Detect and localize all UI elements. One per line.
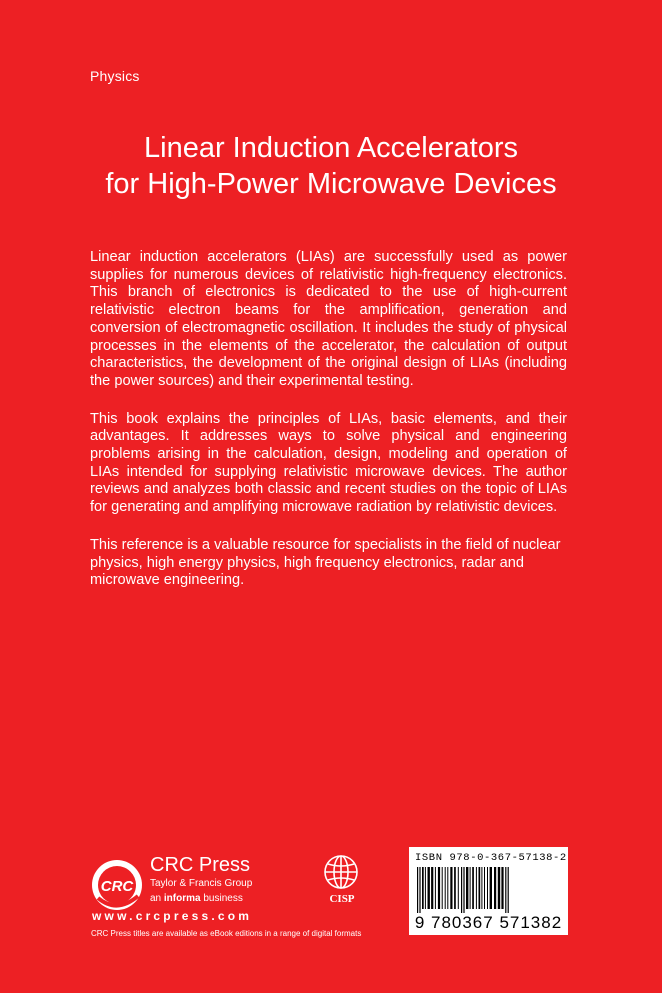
svg-text:CRC: CRC <box>100 878 134 895</box>
barcode-bar <box>458 867 459 909</box>
barcode-bar <box>476 867 477 909</box>
barcode-bars <box>415 867 562 913</box>
barcode-bar <box>470 867 471 909</box>
book-title <box>0 130 662 202</box>
barcode-bar <box>508 867 509 913</box>
barcode-bar <box>461 867 462 913</box>
barcode-bar <box>431 867 433 909</box>
business-suffix: business <box>200 893 243 904</box>
title-line-1: Linear Induction Accelerators <box>144 132 518 164</box>
barcode-bar <box>419 867 420 913</box>
publisher-name: CRC Press <box>150 854 251 876</box>
cisp-label: CISP <box>329 893 355 905</box>
barcode-bar <box>481 867 482 909</box>
book-description <box>90 249 567 610</box>
barcode-bar <box>438 867 440 909</box>
barcode-bar <box>428 867 430 909</box>
business-bold: informa <box>163 893 201 904</box>
barcode-bar <box>484 867 485 909</box>
barcode-bar <box>505 867 506 913</box>
barcode-bar <box>463 867 464 913</box>
ebook-note: CRC Press titles are available as eBook editions in a range of digital formats <box>91 929 362 938</box>
publisher-group: Taylor & Francis Group <box>150 878 253 889</box>
barcode-bar <box>417 867 418 913</box>
barcode-bar <box>445 867 446 909</box>
publisher-url[interactable]: www.crcpress.com <box>92 909 253 923</box>
barcode-bar <box>466 867 468 909</box>
barcode-bar <box>487 867 488 909</box>
category-label: Physics <box>90 68 140 84</box>
barcode-bar <box>498 867 500 909</box>
publisher-business <box>150 893 243 905</box>
title-line-2: for High-Power Microwave Devices <box>105 168 557 200</box>
description-paragraph-3: This reference is a valuable resource for specialists in the field of nuclear physics, high energy physics, high frequency electronics, radar and microwave engineering. <box>90 536 561 589</box>
barcode-bar <box>490 867 492 909</box>
description-paragraph-2: This book explains the principles of LIAs, basic elements, and their advantages. It addresses ways to solve physical and engineering problems arising in the calculation, design, modeling and operation of LIAs intended for supplying relativistic microwave devices. The author reviews and analyzes both classic and recent studies on the topic of LIAs for generating and amplifying microwave radiation by relativistic devices. <box>90 410 567 516</box>
barcode-bar <box>447 867 448 909</box>
isbn-barcode <box>409 847 568 935</box>
barcode-bar <box>442 867 443 909</box>
isbn-text: ISBN 978-0-367-57138-2 <box>415 852 567 864</box>
barcode-digits: 9 780367 571382 <box>414 913 563 932</box>
barcode-bar <box>479 867 481 909</box>
cisp-globe-icon <box>323 854 359 890</box>
barcode-bar <box>454 867 456 909</box>
barcode-bar <box>501 867 503 909</box>
barcode-bar <box>425 867 426 909</box>
description-paragraph-1: Linear induction accelerators (LIAs) are successfully used as power supplies for numerous devices of relativistic high-frequency electronics. This branch of electronics is dedicated to the use of high-current relativistic electron beams for the amplification, generation and conversion of electromagnetic oscillation. It includes the study of physical processes in the elements of the accelerator, the calculation of output characteristics, the development of the original design of LIAs (including the power sources) and their experimental testing. <box>90 249 567 389</box>
crc-press-logo-icon <box>90 858 144 912</box>
business-prefix: an <box>150 893 164 904</box>
barcode-bar <box>494 867 496 909</box>
barcode-bar <box>422 867 424 909</box>
barcode-bar <box>435 867 436 909</box>
barcode-bar <box>472 867 474 909</box>
barcode-bar <box>450 867 452 909</box>
